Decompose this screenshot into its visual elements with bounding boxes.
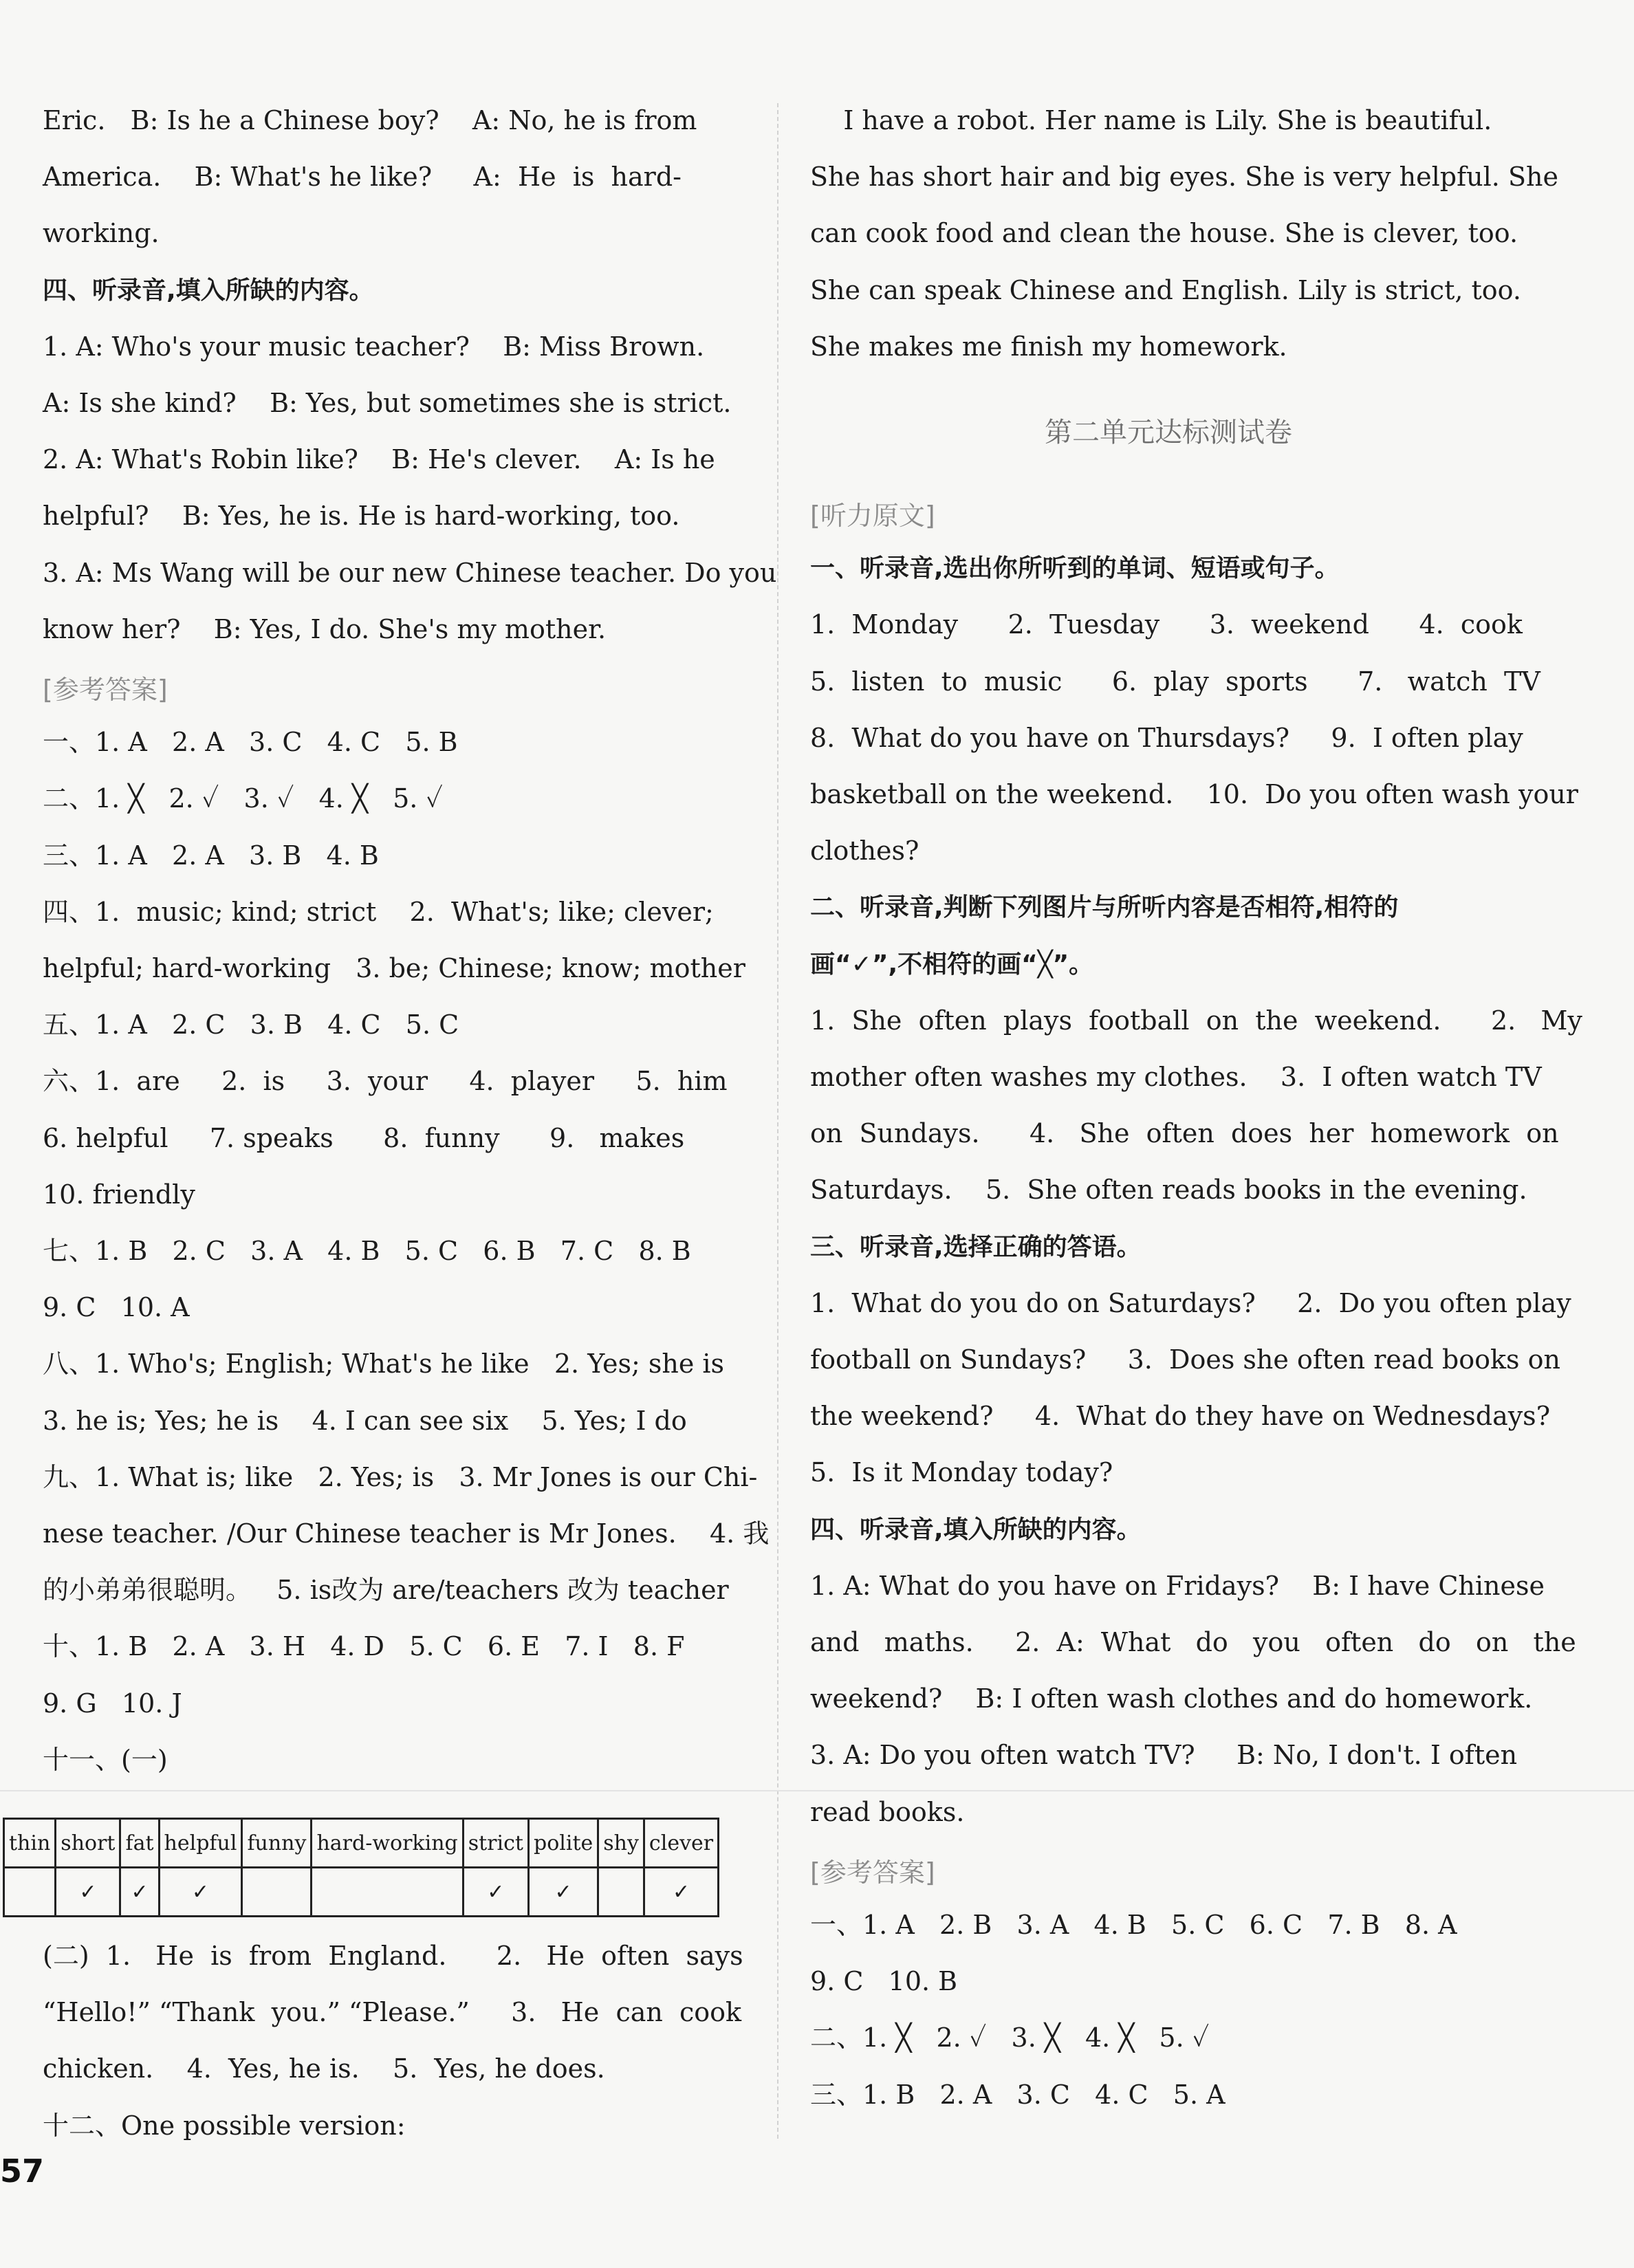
bracket: ] <box>924 1857 935 1888</box>
text-line: 六、1. are 2. is 3. your 4. player 5. him <box>43 1066 728 1097</box>
text-line: 6. helpful 7. speaks 8. funny 9. makes <box>43 1122 685 1153</box>
table-cell <box>242 1868 312 1917</box>
table-cell <box>4 1868 56 1917</box>
text-line: and maths. 2. A: What do you often do on the <box>810 1627 1576 1657</box>
table-header-cell: clever <box>644 1819 718 1868</box>
text-line: Eric. B: Is he a Chinese boy? A: No, he is from <box>43 105 697 135</box>
table-header-cell: shy <box>598 1819 644 1868</box>
section-heading: 画“✓”,不相符的画“╳”。 <box>810 950 1094 979</box>
text-line: 5. listen to music 6. play sports 7. watch TV <box>810 666 1540 697</box>
section-tag <box>810 1851 935 1889</box>
table-cell: ✓ <box>528 1868 598 1917</box>
text-line: I have a robot. Her name is Lily. She is beautiful. <box>810 105 1492 135</box>
text-line: 9. C 10. A <box>43 1292 190 1323</box>
table-cell <box>598 1868 644 1917</box>
text-line: 一、1. A 2. A 3. C 4. C 5. B <box>43 727 458 758</box>
text-line: helpful? B: Yes, he is. He is hard-working, too. <box>43 501 680 532</box>
text-line: 5. Is it Monday today? <box>810 1457 1113 1488</box>
text-line: 五、1. A 2. C 3. B 4. C 5. C <box>43 1010 459 1040</box>
text-line: 1. A: What do you have on Fridays? B: I have Chinese <box>810 1570 1545 1601</box>
text-line: weekend? B: I often wash clothes and do homework. <box>810 1683 1533 1714</box>
bracket: [ <box>810 501 820 531</box>
text-line: She makes me finish my homework. <box>810 331 1287 362</box>
text-line: 1. She often plays football on the weekend. 2. My <box>810 1005 1582 1036</box>
section-heading: 三、听录音,选择正确的答语。 <box>810 1232 1142 1261</box>
text-line: 的小弟弟很聪明。 5. is改为 are/teachers 改为 teacher <box>43 1575 729 1606</box>
text-line: the weekend? 4. What do they have on Wednesdays? <box>810 1401 1551 1432</box>
text-line: read books. <box>810 1796 965 1827</box>
table-row <box>4 1868 719 1917</box>
table-header-cell: polite <box>528 1819 598 1868</box>
table-cell: ✓ <box>644 1868 718 1917</box>
table-header-cell: helpful <box>159 1819 242 1868</box>
section-tag-label: 听力原文 <box>820 501 925 531</box>
table-header-cell: thin <box>4 1819 56 1868</box>
table-cell: ✓ <box>120 1868 159 1917</box>
text-line: nese teacher. /Our Chinese teacher is Mr Jones. 4. 我 <box>43 1518 770 1549</box>
bracket: ] <box>157 675 168 705</box>
text-line: 3. he is; Yes; he is 4. I can see six 5. Yes; I do <box>43 1405 687 1436</box>
text-line: She has short hair and big eyes. She is very helpful. She <box>810 162 1558 193</box>
bracket: ] <box>924 501 935 531</box>
text-line: can cook food and clean the house. She is clever, too. <box>810 218 1518 249</box>
text-line: 9. C 10. B <box>810 1966 958 1997</box>
text-line: on Sundays. 4. She often does her homework on <box>810 1118 1559 1149</box>
adjective-table <box>3 1818 719 1917</box>
text-line: 1. Monday 2. Tuesday 3. weekend 4. cook <box>810 609 1523 640</box>
text-line: 八、1. Who's; English; What's he like 2. Yes; she is <box>43 1349 725 1380</box>
text-line: She can speak Chinese and English. Lily is strict, too. <box>810 274 1521 305</box>
text-line: clothes? <box>810 836 919 866</box>
page-number: 57 <box>0 2152 45 2190</box>
text-line: 1. A: Who's your music teacher? B: Miss Brown. <box>43 331 705 362</box>
text-line: helpful; hard-working 3. be; Chinese; know; mother <box>43 953 745 983</box>
text-line: 四、1. music; kind; strict 2. What's; like; clever; <box>43 896 714 927</box>
text-line: 1. What do you do on Saturdays? 2. Do you often play <box>810 1287 1571 1318</box>
table-header-row <box>4 1819 719 1868</box>
text-line: (二) 1. He is from England. 2. He often says <box>43 1941 743 1971</box>
text-line: 一、1. A 2. B 3. A 4. B 5. C 6. C 7. B 8. A <box>810 1910 1457 1940</box>
section-tag-label: 参考答案 <box>52 675 157 705</box>
section-tag-label: 参考答案 <box>820 1857 925 1888</box>
text-line: football on Sundays? 3. Does she often read books on <box>810 1344 1560 1375</box>
text-line: 8. What do you have on Thursdays? 9. I often play <box>810 722 1523 753</box>
text-line: 九、1. What is; like 2. Yes; is 3. Mr Jones is our Chi- <box>43 1461 758 1492</box>
text-line: working. <box>43 218 160 249</box>
section-tag <box>43 668 168 706</box>
text-line: 三、1. B 2. A 3. C 4. C 5. A <box>810 2079 1226 2110</box>
table-header-cell: funny <box>242 1819 312 1868</box>
text-line: “Hello!” “Thank you.” “Please.” 3. He can cook <box>43 1997 742 2028</box>
bracket: [ <box>810 1857 820 1888</box>
text-line: 十二、One possible version: <box>43 2110 406 2141</box>
text-line: mother often washes my clothes. 3. I often watch TV <box>810 1062 1542 1092</box>
text-line: 2. A: What's Robin like? B: He's clever. A: Is he <box>43 444 715 475</box>
text-line: 3. A: Do you often watch TV? B: No, I don't. I often <box>810 1740 1518 1771</box>
table-cell: ✓ <box>463 1868 528 1917</box>
section-heading: 四、听录音,填入所缺的内容。 <box>810 1515 1142 1544</box>
column-divider <box>777 103 778 2139</box>
text-line: 十、1. B 2. A 3. H 4. D 5. C 6. E 7. I 8. F <box>43 1631 685 1662</box>
text-line: chicken. 4. Yes, he is. 5. Yes, he does. <box>43 2053 605 2084</box>
section-tag <box>810 494 935 532</box>
unit-title: 第二单元达标测试卷 <box>1045 417 1292 448</box>
table-header-cell: strict <box>463 1819 528 1868</box>
text-line: 二、1. ╳ 2. ✓ 3. ✓ 4. ╳ 5. ✓ <box>43 783 443 814</box>
section-heading: 二、听录音,判断下列图片与所听内容是否相符,相符的 <box>810 893 1399 922</box>
text-line: 二、1. ╳ 2. ✓ 3. ╳ 4. ╳ 5. ✓ <box>810 2022 1210 2053</box>
bracket: [ <box>43 675 53 705</box>
section-heading: 四、听录音,填入所缺的内容。 <box>43 276 374 305</box>
table-cell: ✓ <box>56 1868 120 1917</box>
table-cell: ✓ <box>159 1868 242 1917</box>
text-line: 9. G 10. J <box>43 1688 182 1719</box>
text-line: America. B: What's he like? A: He is hard- <box>43 162 682 193</box>
section-heading: 一、听录音,选出你所听到的单词、短语或句子。 <box>810 554 1340 583</box>
text-line: basketball on the weekend. 10. Do you often wash your <box>810 779 1578 809</box>
table-header-cell: hard-working <box>312 1819 463 1868</box>
text-line: 十一、(一) <box>43 1744 168 1775</box>
text-line: Saturdays. 5. She often reads books in the evening. <box>810 1175 1527 1206</box>
text-line: 10. friendly <box>43 1179 195 1210</box>
table-cell <box>312 1868 463 1917</box>
table-header-cell: short <box>56 1819 120 1868</box>
text-line: A: Is she kind? B: Yes, but sometimes she is strict. <box>43 388 732 418</box>
table-header-cell: fat <box>120 1819 159 1868</box>
text-line: 3. A: Ms Wang will be our new Chinese teacher. Do you <box>43 557 777 588</box>
text-line: 七、1. B 2. C 3. A 4. B 5. C 6. B 7. C 8. B <box>43 1236 691 1266</box>
text-line: 三、1. A 2. A 3. B 4. B <box>43 840 379 871</box>
text-line: know her? B: Yes, I do. She's my mother. <box>43 613 607 644</box>
